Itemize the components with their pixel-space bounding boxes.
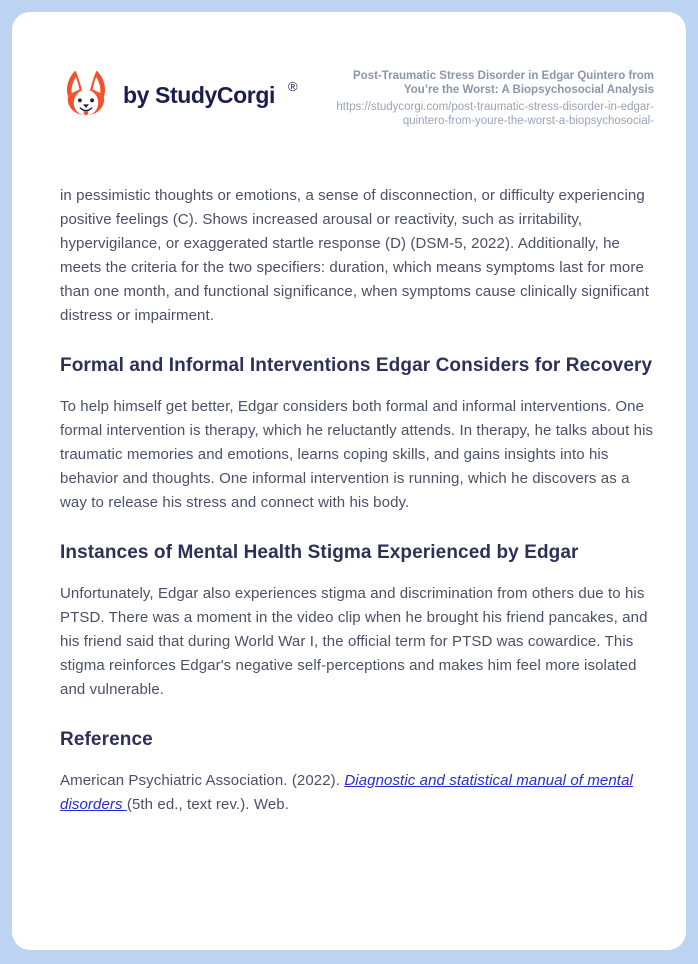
paragraph-stigma: Unfortunately, Edgar also experiences stigma and discrimination from others due to his PTSD. There was a moment in the video clip when he brought his friend pancakes, and his friend said that during World War I, the official term for PTSD was cowardice. This stigma reinforces Edgar's negative self-perceptions and makes him feel more isolated and vulnerable. xyxy=(60,585,648,698)
heading-stigma: Instances of Mental Health Stigma Experienced by Edgar xyxy=(60,542,579,563)
corgi-logo-icon xyxy=(60,67,112,123)
document-body xyxy=(60,184,654,817)
document-card xyxy=(12,12,686,950)
studycorgi-brand-link[interactable] xyxy=(60,67,296,123)
document-header xyxy=(60,67,654,128)
registered-trademark-symbol: ® xyxy=(287,78,298,94)
paragraph-dsm-criteria: in pessimistic thoughts or emotions, a sense of disconnection, or difficulty experiencing positive feelings (C). Shows increased arousal or reactivity, such as irritability, hypervigilance, or exaggerated startle response (D) (DSM-5, 2022). Additionally, he meets the criteria for the two specifiers: duration, which means symptoms last for more than one month, and functional significance, when symptoms cause clinically significant distress or impairment. xyxy=(60,187,650,324)
reference-citation-prefix: American Psychiatric Association. (2022). xyxy=(60,772,345,789)
document-source-url: https://studycorgi.com/post-traumatic-stress-disorder-in-edgar-quintero-from-youre-the-worst-a-biopsychosocial- xyxy=(336,101,654,127)
document-meta xyxy=(334,69,654,128)
reference-link[interactable]: Diagnostic and statistical manual of mental disorders xyxy=(60,772,633,813)
brand-wordmark: by StudyCorgi xyxy=(123,81,275,108)
document-title: Post-Traumatic Stress Disorder in Edgar Quintero from You’re the Worst: A Biopsychosocial Analysis xyxy=(353,70,654,96)
reference-citation-suffix: (5th ed., text rev.). Web. xyxy=(126,796,289,813)
paragraph-interventions: To help himself get better, Edgar considers both formal and informal interventions. One formal intervention is therapy, which he reluctantly attends. In therapy, he talks about his traumatic memories and emotions, learns coping skills, and gains insights into his behavior and thoughts. One informal intervention is running, which he discovers as a way to release his stress and connect with his body. xyxy=(60,398,654,511)
paragraph-reference xyxy=(60,769,654,817)
heading-interventions: Formal and Informal Interventions Edgar Considers for Recovery xyxy=(60,355,653,376)
heading-reference: Reference xyxy=(60,729,153,750)
